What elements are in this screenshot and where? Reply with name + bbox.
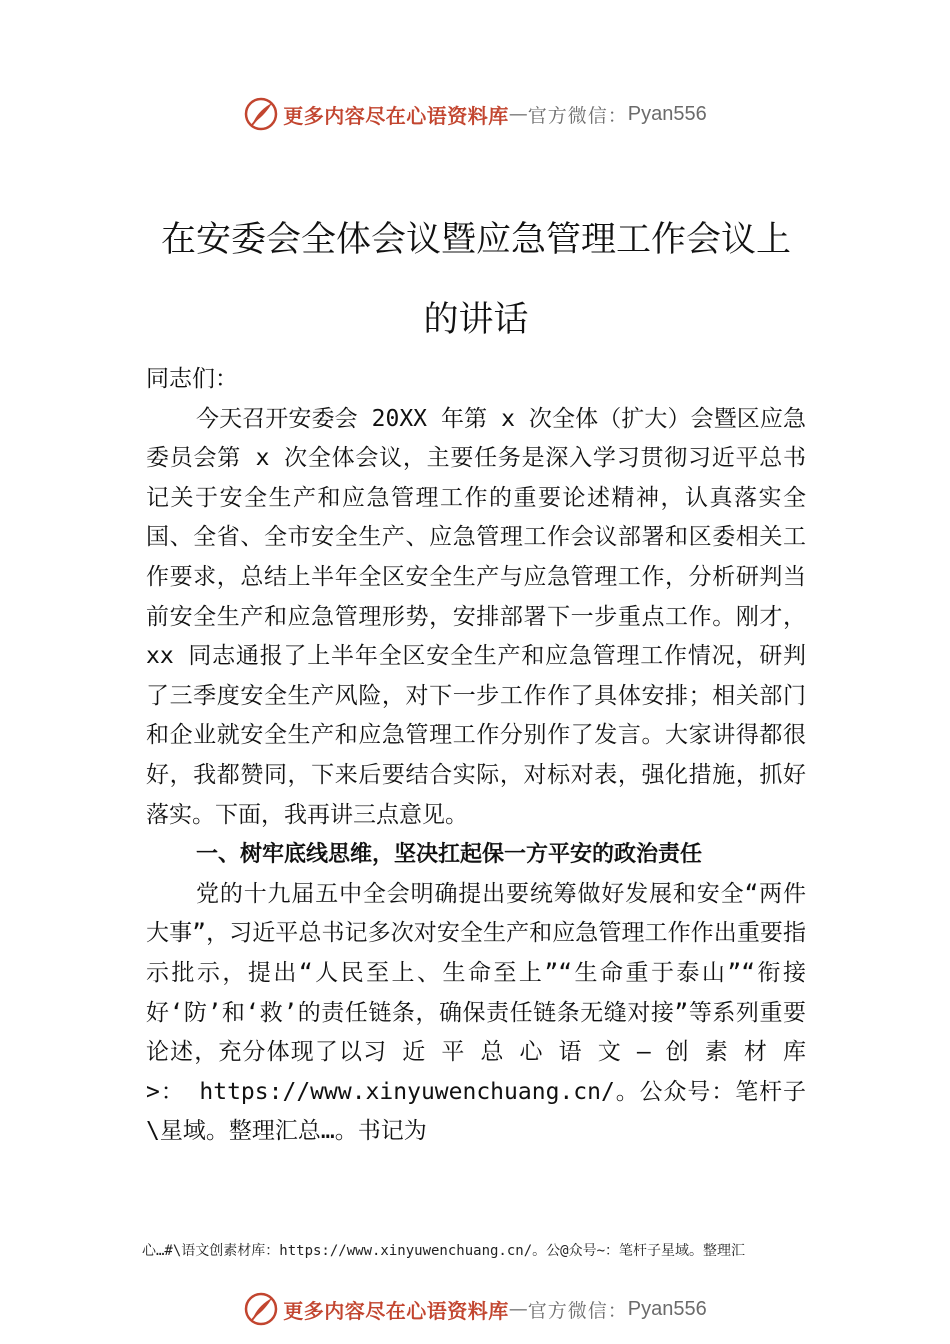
paragraph-1: 今天召开安委会 20XX 年第 x 次全体（扩大）会暨区应急委员会第 x 次全体会议，主要任务是深入学习贯彻习近平总书记关于安全生产和应急管理工作的重要论述精神，认真落实全国、全省、全市安全生产、应急管理工作会议部署和区委相关工作要求，总结上半年全区安全生产与应急管理工作，分析研判当前安全生产和应急管理形势，安排部署下一步重点工作。刚才，xx 同志通报了上半年全区安全生产和应急管理工作情况，研判了三季度安全生产风险，对下一步工作作了具体安排；相关部门和企业就安全生产和应急管理工作分别作了发言。大家讲得都很好，我都赞同，下来后要结合实际，对标对表，强化措施，抓好落实。下面，我再讲三点意见。 <box>146 405 806 828</box>
title-line-2: 的讲话 <box>423 300 529 340</box>
footnote: 心…#\语文创素材库：https://www.xinyuwenchuang.cn/。公@众号~：笔杆子星域。整理汇 <box>142 1243 746 1259</box>
top-watermark-banner <box>0 94 950 134</box>
banner-wechat-label: 官方微信： <box>527 104 628 127</box>
quill-logo-icon <box>243 1291 279 1327</box>
bottom-watermark-banner <box>0 1289 950 1329</box>
document-body <box>146 360 806 1152</box>
quill-logo-icon <box>243 96 279 132</box>
banner-title: 更多内容尽在心语资料库 <box>283 103 509 128</box>
salutation: 同志们： <box>146 366 238 392</box>
section-heading-1: 一、树牢底线思维，坚决扛起保一方平安的政治责任 <box>196 842 703 868</box>
banner-separator: — <box>508 103 528 125</box>
paragraph-2: 党的十九届五中全会明确提出要统筹做好发展和安全“两件大事”，习近平总书记多次对安全生产和应急管理工作作出重要指示批示，提出“人民至上、生命至上”“生命重于泰山”“衔接好‘防’和‘救’的责任链条，确保责任链条无缝对接”等系列重要论述，充分体现了以习 近 平 总 心 语 文 — 创 素 材 库 >： https://www.xinyuwenchuang.cn/。公众号：笔杆子\星域。整理汇总…。书记为 <box>146 880 806 1145</box>
banner-wechat-label: 官方微信： <box>527 1299 628 1322</box>
document-title <box>146 200 806 360</box>
banner-title: 更多内容尽在心语资料库 <box>283 1298 509 1323</box>
banner-wechat-id: Pyan556 <box>627 102 707 125</box>
banner-separator: — <box>508 1298 528 1320</box>
banner-wechat-id: Pyan556 <box>627 1297 707 1320</box>
title-line-1: 在安委会全体会议暨应急管理工作会议上 <box>160 220 791 260</box>
